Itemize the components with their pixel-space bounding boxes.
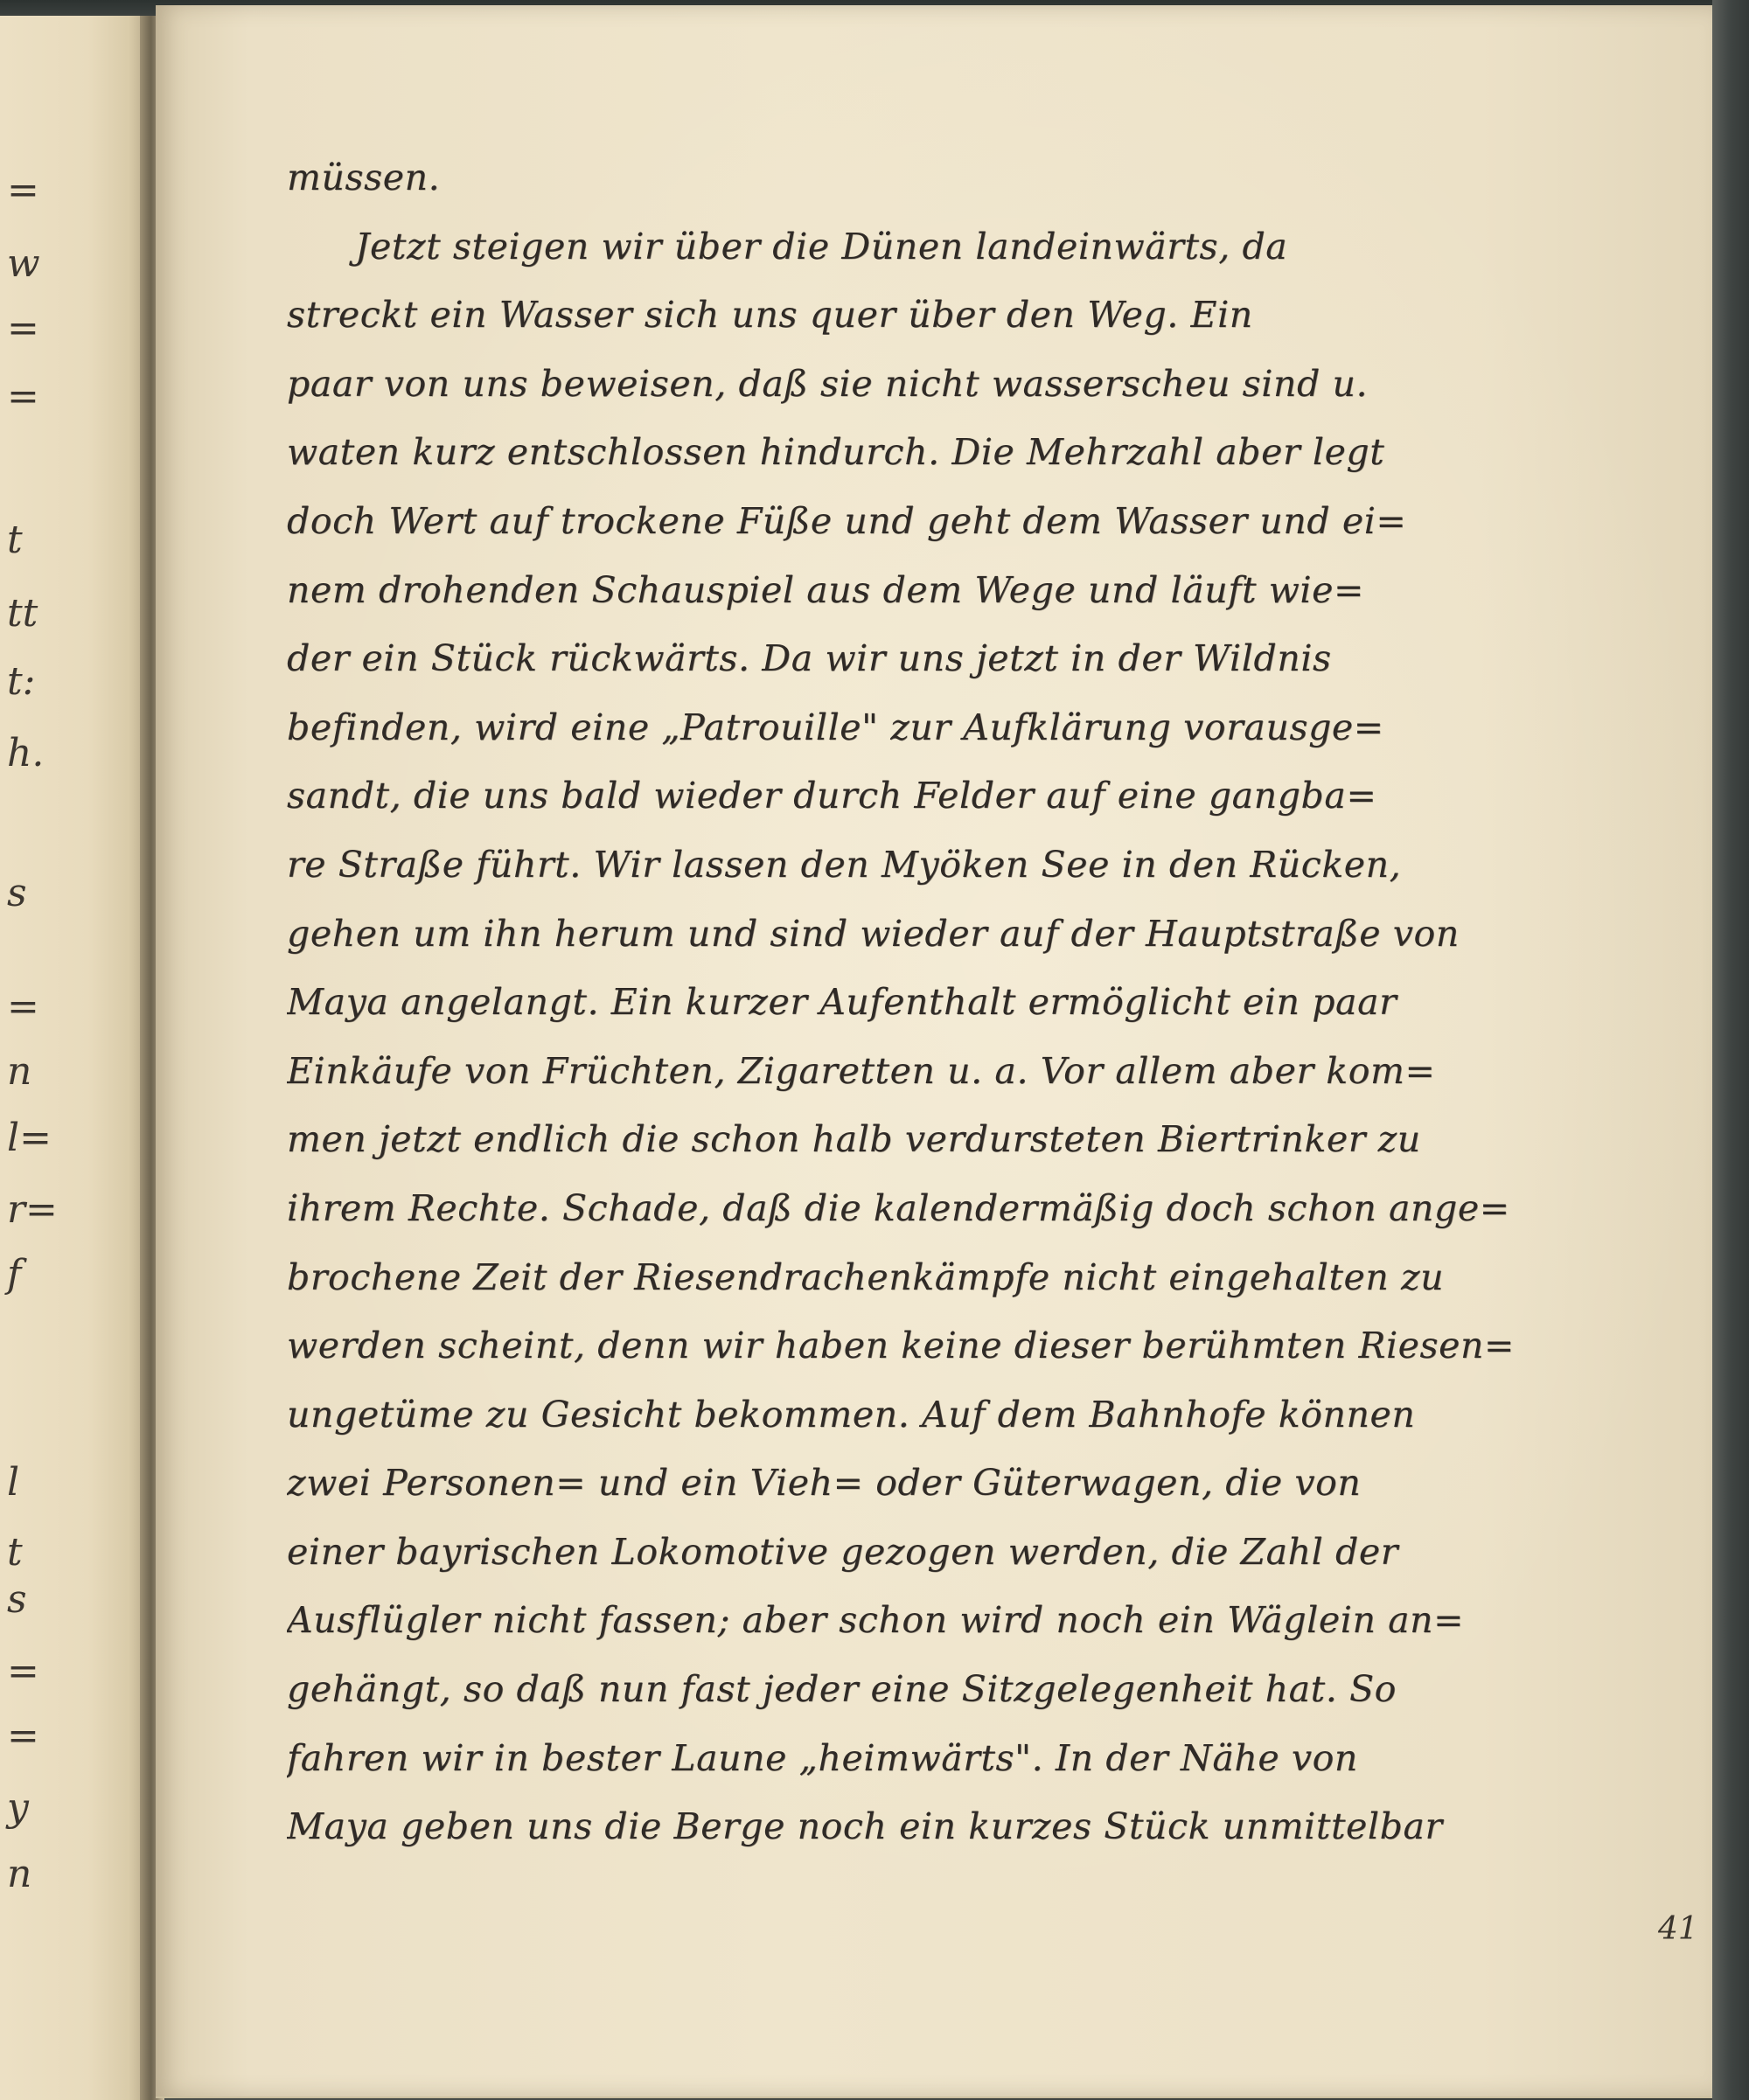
margin-fragment: =	[7, 1649, 39, 1693]
text-line: doch Wert auf trockene Füße und geht dem Wasser und ei=	[287, 499, 1407, 542]
text-line: nem drohenden Schauspiel aus dem Wege und läuft wie=	[287, 568, 1364, 611]
text-line: müssen.	[287, 156, 441, 198]
text-line: gehängt, so daß nun fast jeder eine Sitzgelegenheit hat. So	[287, 1668, 1397, 1711]
margin-fragment: n	[7, 1852, 32, 1896]
text-line: waten kurz entschlossen hindurch. Die Mehrzahl aber legt	[287, 431, 1385, 474]
margin-fragment: =	[7, 168, 39, 212]
margin-fragment: l=	[7, 1116, 52, 1160]
text-line: Jetzt steigen wir über die Dünen landeinwärts, da	[355, 225, 1288, 268]
previous-page	[0, 16, 147, 2100]
text-line: Einkäufe von Früchten, Zigaretten u. a. Vor allem aber kom=	[287, 1049, 1436, 1092]
text-line: werden scheint, denn wir haben keine dieser berühmten Riesen=	[287, 1325, 1515, 1367]
text-line: men jetzt endlich die schon halb verdursteten Biertrinker zu	[287, 1118, 1421, 1161]
margin-fragment: f	[7, 1252, 22, 1297]
text-line: Maya angelangt. Ein kurzer Aufenthalt ermöglicht ein paar	[287, 981, 1397, 1024]
margin-fragment: h.	[7, 731, 45, 775]
page-number: 41	[1658, 1911, 1698, 1947]
text-line: Ausflügler nicht fassen; aber schon wird noch ein Wäglein an=	[287, 1599, 1465, 1642]
margin-fragment: t	[7, 1530, 23, 1575]
margin-fragment: =	[7, 984, 39, 1029]
margin-fragment: w	[7, 241, 40, 286]
text-line: paar von uns beweisen, daß sie nicht wasserscheu sind u.	[287, 362, 1369, 405]
text-line: re Straße führt. Wir lassen den Myöken See in den Rücken,	[287, 843, 1402, 886]
margin-fragment: =	[7, 374, 39, 419]
text-line: zwei Personen= und ein Vieh= oder Güterwagen, die von	[287, 1462, 1362, 1505]
text-line: einer bayrischen Lokomotive gezogen werden, die Zahl der	[287, 1530, 1398, 1573]
margin-fragment: n	[7, 1049, 32, 1094]
margin-fragment: =	[7, 1714, 39, 1758]
handwritten-text	[287, 143, 1669, 1861]
text-line: gehen um ihn herum und sind wieder auf der Hauptstraße von	[287, 912, 1460, 955]
margin-fragment: t	[7, 518, 23, 562]
text-line: ihrem Rechte. Schade, daß die kalendermäßig doch schon ange=	[287, 1186, 1510, 1229]
margin-fragment: r=	[7, 1187, 58, 1232]
margin-fragment: tt	[7, 591, 38, 636]
text-line: ungetüme zu Gesicht bekommen. Auf dem Bahnhofe können	[287, 1393, 1416, 1436]
text-line: fahren wir in bester Laune „heimwärts". In der Nähe von	[287, 1736, 1358, 1779]
text-line: streckt ein Wasser sich uns quer über den Weg. Ein	[287, 294, 1253, 337]
text-line: befinden, wird eine „Patrouille" zur Aufklärung vorausge=	[287, 706, 1384, 748]
margin-fragment: =	[7, 306, 39, 351]
text-line: sandt, die uns bald wieder durch Felder auf eine gangba=	[287, 775, 1377, 817]
text-line: der ein Stück rückwärts. Da wir uns jetzt in der Wildnis	[287, 637, 1332, 680]
text-line: Maya geben uns die Berge noch ein kurzes Stück unmittelbar	[287, 1805, 1443, 1848]
margin-fragment: s	[7, 871, 27, 915]
current-page	[156, 5, 1717, 2098]
margin-fragment: s	[7, 1577, 27, 1622]
margin-fragment: y	[7, 1785, 29, 1830]
margin-fragment: l	[7, 1460, 20, 1505]
margin-fragment: t:	[7, 659, 36, 704]
text-line: brochene Zeit der Riesendrachenkämpfe nicht eingehalten zu	[287, 1255, 1445, 1298]
book-cover-right-edge	[1712, 0, 1749, 2100]
